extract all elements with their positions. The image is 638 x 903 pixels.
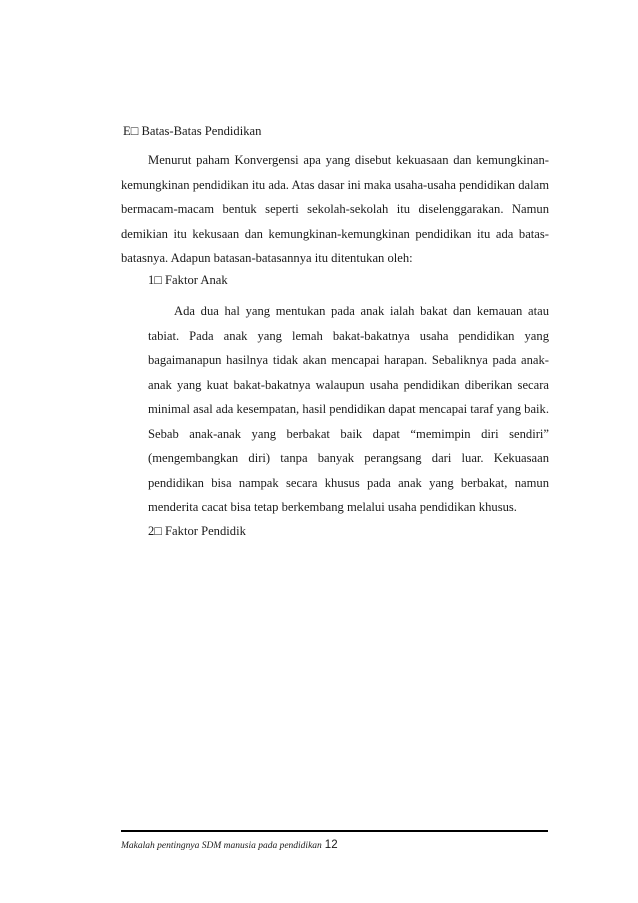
subsection-heading-faktor-anak: 1□ Faktor Anak	[148, 273, 228, 287]
section-heading: E□ Batas-Batas Pendidikan	[123, 124, 262, 138]
section-paragraph: Menurut paham Konvergensi apa yang disebut kekuasaan dan kemungkinan-kemungkinan pendidikan itu ada. Atas dasar ini maka usaha-usaha pendidikan dalam bermacam-macam bentuk seperti sekolah-sekolah itu diselenggarakan. Namun demikian itu kekusaan dan kemungkinan-kemungkinan pendidikan itu ada batas-batasnya. Adapun batasan-batasannya itu ditentukan oleh:	[121, 153, 549, 265]
subsection-paragraph-faktor-anak: Ada dua hal yang mentukan pada anak ialah bakat dan kemauan atau tabiat. Pada anak yang lemah bakat-bakatnya usaha pendidikan yang bagaimanapun hasilnya tidak akan mencapai harapan. Sebaliknya pada anak-anak yang kuat bakat-bakatnya walaupun usaha pendidikan diberikan secara minimal asal ada kesempatan, hasil pendidikan dapat mencapai taraf yang baik. Sebab anak-anak yang berbakat baik dapat “memimpin diri sendiri” (mengembangkan diri) tanpa banyak perangsang dari luar. Kekuasaan pendidikan bisa nampak secara khusus pada anak yang berbakat, namun menderita cacat bisa tetap berkembang melalui usaha pendidikan khusus.	[148, 304, 549, 514]
page-number: 12	[324, 839, 338, 851]
footer-divider	[121, 830, 548, 832]
page-footer	[121, 838, 338, 853]
footer-caption: Makalah pentingnya SDM manusia pada pendidikan	[121, 841, 322, 851]
subsection-heading-faktor-pendidik: 2□ Faktor Pendidik	[148, 524, 246, 538]
